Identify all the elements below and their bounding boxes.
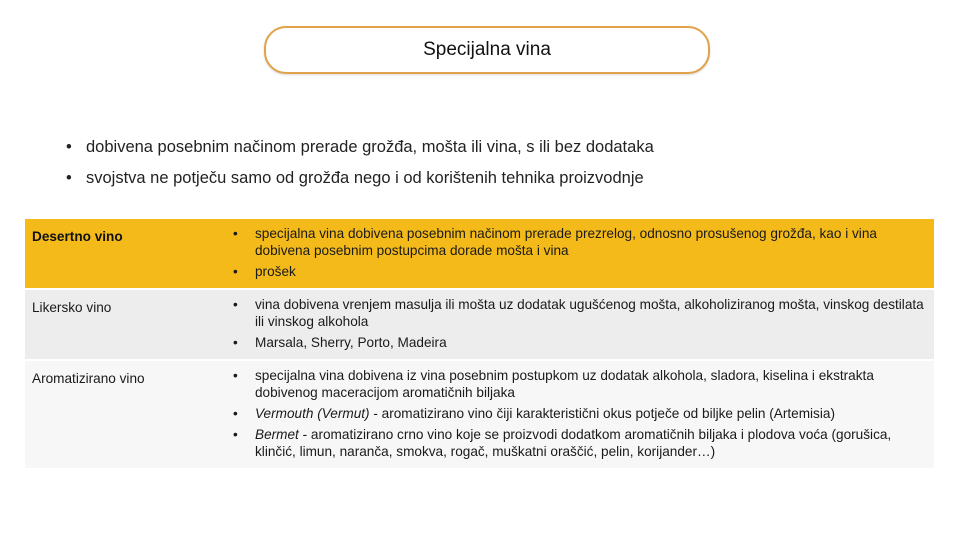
- wine-description-cell: [223, 219, 934, 289]
- table-row: [25, 289, 934, 360]
- wine-term: Bermet: [255, 427, 299, 442]
- bullet-icon: •: [233, 226, 238, 241]
- list-item: [227, 334, 926, 351]
- bullet-icon: •: [66, 138, 72, 156]
- description-list: [227, 225, 926, 280]
- list-item: [227, 367, 926, 401]
- wine-table: [25, 219, 934, 470]
- list-item: [227, 225, 926, 259]
- slide-title: Specijalna vina: [423, 39, 551, 60]
- wine-description-cell: [223, 289, 934, 360]
- intro-list: [66, 136, 906, 198]
- bullet-icon: •: [233, 406, 238, 421]
- list-item: [227, 405, 926, 422]
- bullet-icon: •: [233, 335, 238, 350]
- description-list: [227, 367, 926, 460]
- item-text: specijalna vina dobivena posebnim načinom prerade prezrelog, odnosno prosušenog grožđa, kao i vina dobivena posebnim postupcima dorade mošta i vina: [255, 226, 877, 258]
- wine-term: Vermouth (Vermut): [255, 406, 370, 421]
- item-text: vina dobivena vrenjem masulja ili mošta uz dodatak ugušćenog mošta, alkoholiziranog mošta, vinskog destilata ili vinskog alkohola: [255, 297, 924, 329]
- title-box: [264, 26, 710, 74]
- item-text: specijalna vina dobivena iz vina posebnim postupkom uz dodatak alkohola, sladora, kiselina i ekstrakta dobivenog maceracijom aromatičnih biljaka: [255, 368, 874, 400]
- bullet-icon: •: [66, 169, 72, 187]
- description-list: [227, 296, 926, 351]
- table-row: [25, 219, 934, 289]
- intro-item: [66, 136, 906, 158]
- item-text: - aromatizirano vino čiji karakteristični okus potječe od biljke pelin (Artemisia): [369, 406, 835, 421]
- list-item: [227, 263, 926, 280]
- table-row: [25, 360, 934, 469]
- item-text: prošek: [255, 264, 296, 279]
- list-item: [227, 426, 926, 460]
- intro-text: dobivena posebnim načinom prerade grožđa, mošta ili vina, s ili bez dodataka: [86, 138, 654, 156]
- wine-type-cell: Likersko vino: [25, 289, 223, 360]
- wine-description-cell: [223, 360, 934, 469]
- intro-text: svojstva ne potječu samo od grožđa nego i od korištenih tehnika proizvodnje: [86, 169, 644, 187]
- item-text: Marsala, Sherry, Porto, Madeira: [255, 335, 447, 350]
- item-text: - aromatizirano crno vino koje se proizvodi dodatkom aromatičnih biljaka i plodova voća (gorušica, klinčić, limun, naranča, smokva, rogač, muškatni oraščić, pelin, korijander…): [255, 427, 892, 459]
- bullet-icon: •: [233, 427, 238, 442]
- list-item: [227, 296, 926, 330]
- bullet-icon: •: [233, 297, 238, 312]
- wine-type-cell: Aromatizirano vino: [25, 360, 223, 469]
- bullet-icon: •: [233, 368, 238, 383]
- intro-item: [66, 167, 906, 189]
- wine-type-cell: Desertno vino: [25, 219, 223, 289]
- bullet-icon: •: [233, 264, 238, 279]
